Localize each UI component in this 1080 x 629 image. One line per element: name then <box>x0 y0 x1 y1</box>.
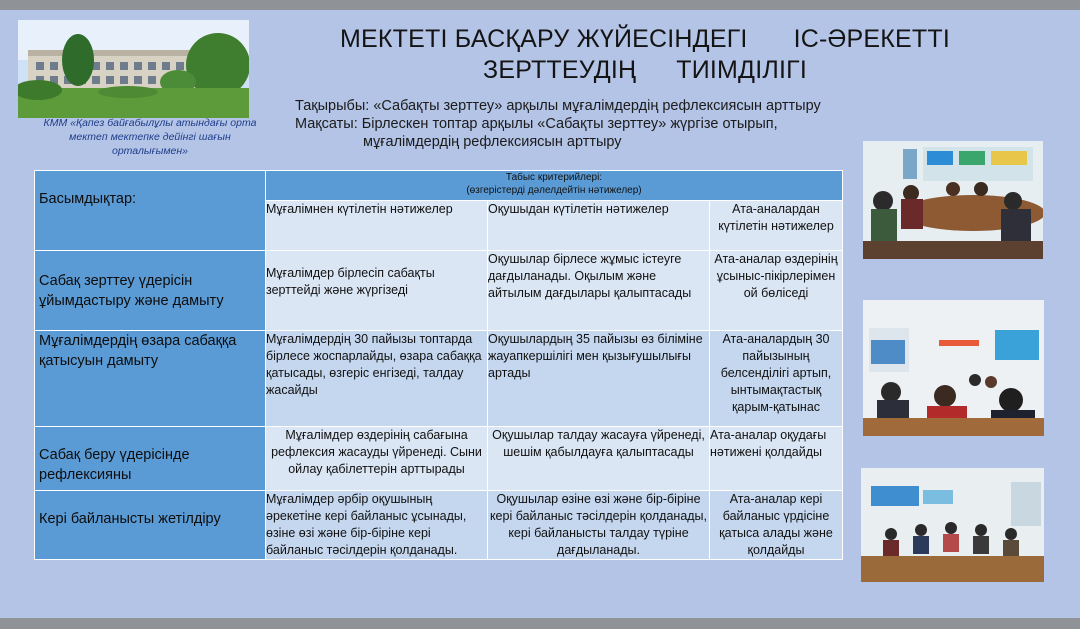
criteria-subtitle: (өзгерістерді дәлелдейтін нәтижелер) <box>466 185 642 196</box>
col-header-teacher: Мұғалімнен күтілетін нәтижелер <box>266 201 488 251</box>
topic-label: Тақырыбы: <box>295 98 370 114</box>
student-result-3: Оқушылар талдау жасауға үйренеді, шешім қабылдауға қалыптасады <box>488 427 710 491</box>
title-line2-part2: ТИІМДІЛІГІ <box>676 56 807 84</box>
parent-result-1: Ата-аналар өздерінің ұсыныс-пікірлерімен ой бөліседі <box>710 251 843 331</box>
col-header-parent: Ата-аналардан күтілетін нәтижелер <box>710 201 843 251</box>
school-caption: КММ «Қапез байғабылұлы атындағы орта мектеп мектепке дейінгі шағын орталығымен» <box>43 117 257 157</box>
topic-block <box>295 97 855 151</box>
goal-text-line1: Бірлескен топтар арқылы «Сабақты зерттеу» жүргізе отырып, <box>361 116 778 132</box>
classroom-photo-1 <box>863 141 1043 259</box>
teacher-result-2: Мұғалімдердің 30 пайызы топтарда бірлесе жоспарлайды, өзара сабаққа қатысады, өзгеріс енгізеді, талдау жасайды <box>266 331 488 427</box>
teacher-result-1: Мұғалімдер бірлесіп сабақты зерттейді және жүргізеді <box>266 251 488 331</box>
criteria-title: Табыс критерийлері: <box>505 172 603 183</box>
goal-label: Мақсаты: <box>295 116 358 132</box>
slide <box>0 10 1080 618</box>
student-result-4: Оқушылар өзіне өзі және бір-біріне кері байланыс тәсілдерін қолданады, кері байланысты талдау түріне дағдыланады. <box>488 491 710 560</box>
classroom-photo-2 <box>863 300 1044 436</box>
student-result-1: Оқушылар бірлесе жұмыс істеуге дағдыланады. Оқылым және айтылым дағдылары қалыптасады <box>488 251 710 331</box>
title-line1-part2: ІС-ӘРЕКЕТТІ <box>793 25 950 53</box>
priority-row-4: Кері байланысты жетілдіру <box>35 491 266 560</box>
title-line1-part1: МЕКТЕТІ БАСҚАРУ ЖҮЙЕСІНДЕГІ <box>340 25 748 53</box>
priority-row-1: Сабақ зерттеу үдерісін ұйымдастыру және дамыту <box>35 251 266 331</box>
priority-row-2: Мұғалімдердің өзара сабаққа қатысуын дамыту <box>35 331 266 427</box>
classroom-photo-3 <box>861 468 1044 582</box>
parent-result-2: Ата-аналардың 30 пайызының белсенділігі артып, ынтымақтастық қарым-қатынас <box>710 331 843 427</box>
teacher-result-4: Мұғалімдер әрбір оқушының әрекетіне кері байланыс ұсынады, өзіне өзі және бір-біріне кері байланыс тәсілдерін қолданады. <box>266 491 488 560</box>
priorities-header: Басымдықтар: <box>35 171 266 251</box>
student-result-2: Оқушылардың 35 пайызы өз біліміне жауапкершілігі мен қызығушылығы артады <box>488 331 710 427</box>
col-header-student: Оқушыдан күтілетін нәтижелер <box>488 201 710 251</box>
criteria-header <box>266 171 843 201</box>
teacher-result-3: Мұғалімдер өздерінің сабағына рефлексия жасауды үйренеді. Сыни ойлау қабілеттерін арттырады <box>266 427 488 491</box>
school-building-photo <box>18 20 249 118</box>
parent-result-4: Ата-аналар кері байланыс үрдісіне қатыса алады және қолдайды <box>710 491 843 560</box>
topic-text: «Сабақты зерттеу» арқылы мұғалімдердің рефлексиясын арттыру <box>373 98 821 114</box>
parent-result-3: Ата-аналар оқудағы нәтижені қолдайды <box>710 427 843 491</box>
goal-text-line2: мұғалімдердің рефлексиясын арттыру <box>363 134 622 150</box>
page-title <box>300 24 990 86</box>
priorities-table <box>34 170 843 560</box>
title-line2-part1: ЗЕРТТЕУДІҢ <box>483 56 637 84</box>
priority-row-3: Сабақ беру үдерісінде рефлексияны <box>35 427 266 491</box>
